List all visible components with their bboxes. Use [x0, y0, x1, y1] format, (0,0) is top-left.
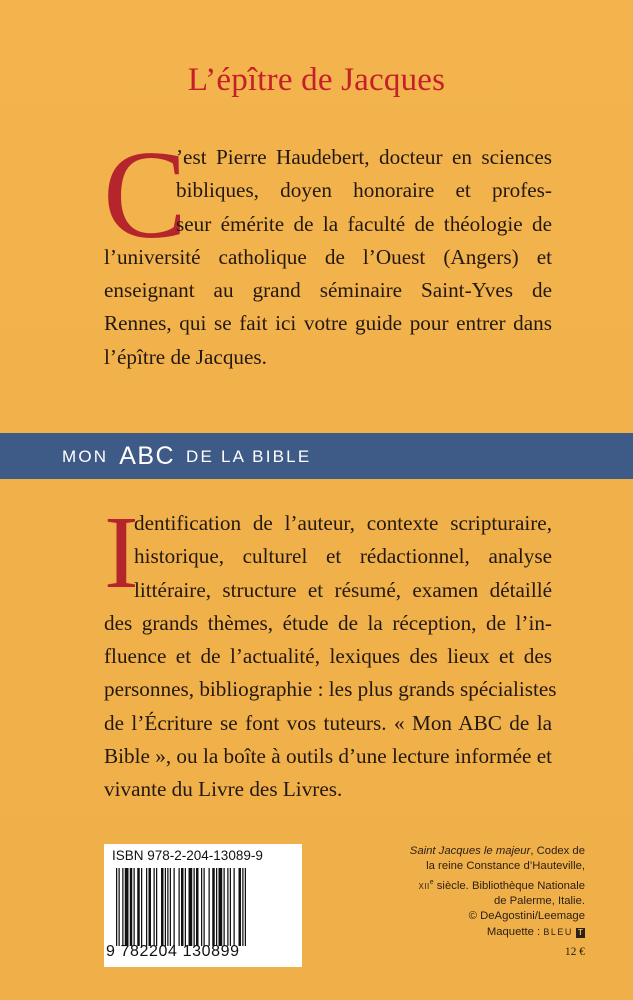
- intro-line: enseignant au grand séminaire Saint-Yves de: [104, 278, 552, 303]
- barcode-bars: [116, 868, 298, 946]
- barcode-bar: [181, 868, 184, 946]
- barcode-bar: [227, 868, 228, 946]
- barcode-bar: [196, 868, 199, 946]
- book-title: L’épître de Jacques: [187, 62, 446, 98]
- intro-line: Rennes, qui se fait ici votre guide pour entrer dans: [104, 311, 552, 336]
- barcode-bar: [156, 868, 157, 946]
- price: 12 €: [564, 946, 585, 958]
- description-drop-cap: I: [104, 495, 139, 610]
- description-line: Bible », ou la boîte à outils d’une lecture informée et: [104, 744, 552, 769]
- barcode-bar: [204, 868, 205, 946]
- description-line: vivante du Livre des Livres.: [104, 777, 343, 802]
- barcode-bar: [141, 868, 142, 946]
- description-line: historique, culturel et rédactionnel, analyse: [134, 544, 552, 569]
- barcode-bar: [194, 868, 195, 946]
- barcode-bar: [170, 868, 171, 946]
- maquette-name: BLEU: [543, 926, 573, 937]
- description-line: de l’Écriture se font vos tuteurs. « Mon ABC de la: [104, 710, 552, 735]
- barcode-bar: [154, 868, 155, 946]
- description-line: des grands thèmes, étude de la réception, de l’in-: [104, 610, 552, 635]
- barcode-bar: [185, 868, 186, 946]
- barcode-bar: [234, 868, 235, 946]
- barcode-bar: [216, 868, 217, 946]
- intro-line: l’épître de Jacques.: [104, 344, 267, 369]
- caption-century-suffix: e: [429, 878, 434, 886]
- barcode-bar: [130, 868, 133, 946]
- barcode-bar: [189, 868, 193, 946]
- barcode-bar: [201, 868, 202, 946]
- caption-century: XII: [418, 881, 430, 891]
- intro-line: bibliques, doyen honoraire et profes-: [176, 178, 552, 203]
- caption-line-1: [325, 844, 585, 859]
- description-line: littéraire, structure et résumé, examen détaillé: [134, 577, 552, 602]
- barcode-bar: [165, 868, 166, 946]
- barcode-digits: 9 782204 130899: [106, 943, 240, 960]
- barcode-bar: [149, 868, 152, 946]
- barcode-bar: [146, 868, 147, 946]
- series-band: [0, 433, 633, 479]
- barcode-bar: [116, 868, 117, 946]
- caption-line-3: [325, 875, 585, 894]
- series-prefix: MON: [62, 447, 109, 466]
- caption-line-2: la reine Constance d’Hauteville,: [426, 860, 585, 873]
- barcode-bar: [125, 868, 129, 946]
- barcode-bar: [242, 868, 243, 946]
- caption-line-3-rest: siècle. Bibliothèque Nationale: [433, 879, 585, 892]
- barcode-bar: [161, 868, 164, 946]
- caption-line-6: [325, 925, 585, 940]
- barcode-bar: [224, 868, 225, 946]
- barcode-bar: [134, 868, 135, 946]
- image-credit-caption: [325, 844, 585, 940]
- barcode-bar: [179, 868, 180, 946]
- barcode-bar: [122, 868, 123, 946]
- caption-line-1-rest: , Codex de: [530, 845, 585, 857]
- isbn-label: ISBN 978-2-204-13089-9: [112, 848, 263, 863]
- caption-line-5: © DeAgostini/Leemage: [468, 910, 585, 923]
- barcode: [104, 844, 302, 967]
- series-suffix: DE LA BIBLE: [186, 447, 312, 466]
- maquette-label: Maquette :: [486, 925, 541, 938]
- intro-paragraph: [104, 141, 552, 374]
- barcode-bar: [167, 868, 168, 946]
- intro-drop-cap: C: [103, 126, 188, 265]
- barcode-bar: [245, 868, 246, 946]
- barcode-bar: [219, 868, 223, 946]
- barcode-bar: [212, 868, 215, 946]
- barcode-bar: [137, 868, 140, 946]
- barcode-bar: [174, 868, 175, 946]
- barcode-bar: [230, 868, 231, 946]
- maquette-logo-mark: T: [576, 928, 585, 938]
- series-name: [62, 433, 311, 479]
- series-abc: ABC: [119, 442, 176, 470]
- intro-line: l’université catholique de l’Ouest (Angers) et: [104, 244, 552, 269]
- caption-work-title: Saint Jacques le majeur: [409, 845, 531, 857]
- description-line: personnes, bibliographie : les plus grands spécialistes: [104, 677, 557, 702]
- intro-line: seur émérite de la faculté de théologie de: [176, 211, 552, 236]
- barcode-bar: [119, 868, 120, 946]
- description-line: fluence et de l’actualité, lexiques des lieux et des: [104, 644, 552, 669]
- barcode-bar: [209, 868, 210, 946]
- intro-line: ’est Pierre Haudebert, docteur en sciences: [176, 145, 552, 169]
- barcode-bar: [239, 868, 242, 946]
- description-line: dentification de l’auteur, contexte scripturaire,: [134, 511, 552, 535]
- caption-line-4: de Palerme, Italie.: [493, 894, 585, 907]
- description-paragraph: [104, 507, 557, 807]
